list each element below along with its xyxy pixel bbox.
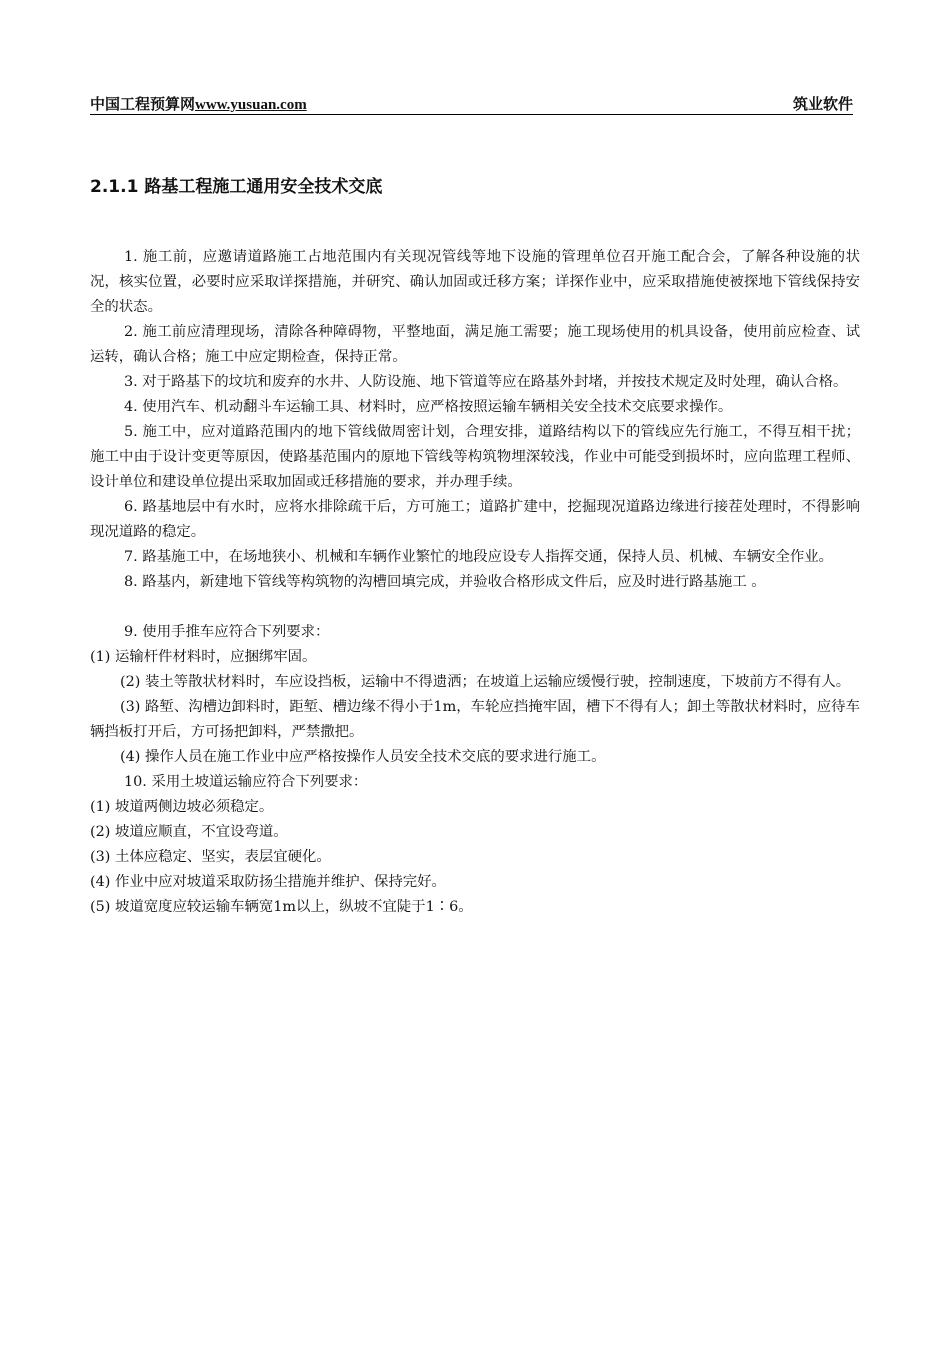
item9-sub-4: (4) 操作人员在施工作业中应严格按操作人员安全技术交底的要求进行施工。	[120, 749, 606, 765]
header-right-label: 筑业软件	[792, 95, 853, 113]
item9-sub-3: (3) 路堑、沟槽边卸料时，距堑、槽边缘不得小于1m，车轮应挡掩牢固，槽下不得有人；卸土等散状材料时，应待车辆挡板打开后，方可扬把卸料，严禁撒把。	[90, 699, 860, 740]
header-site-name: 中国工程预算网	[90, 95, 196, 113]
item9-sub-2: (2) 装土等散状材料时，车应设挡板，运输中不得遗洒；在坡道上运输应缓慢行驶，控制速度，下坡前方不得有人。	[120, 674, 851, 690]
paragraph-3: 3. 对于路基下的坟坑和废弃的水井、人防设施、地下管道等应在路基外封堵，并按技术规定及时处理，确认合格。	[124, 374, 848, 390]
document-body	[90, 245, 860, 920]
item10-sub-1: (1) 坡道两侧边坡必须稳定。	[90, 799, 274, 815]
item9-intro: 9. 使用手推车应符合下列要求：	[124, 624, 330, 640]
page-header	[90, 90, 853, 115]
spacer	[90, 595, 860, 620]
item10-sub-4: (4) 作业中应对坡道采取防扬尘措施并维护、保持完好。	[90, 874, 446, 890]
section-title: 2.1.1 路基工程施工通用安全技术交底	[90, 177, 383, 197]
item10-sub-3: (3) 土体应稳定、坚实，表层宜硬化。	[90, 849, 331, 865]
paragraph-4: 4. 使用汽车、机动翻斗车运输工具、材料时，应严格按照运输车辆相关安全技术交底要求操作。	[124, 399, 733, 415]
header-left	[90, 93, 307, 114]
paragraph-1: 1. 施工前，应邀请道路施工占地范围内有关现况管线等地下设施的管理单位召开施工配合会，了解各种设施的状况，核实位置，必要时应采取详探措施，并研究、确认加固或迁移方案；详探作业中，应采取措施使被探地下管线保持安全的状态。	[90, 249, 860, 315]
paragraph-7: 7. 路基施工中，在场地狭小、机械和车辆作业繁忙的地段应设专人指挥交通，保持人员、机械、车辆安全作业。	[124, 549, 834, 565]
item10-intro: 10. 采用土坡道运输应符合下列要求：	[124, 774, 368, 790]
item10-sub-2: (2) 坡道应顺直，不宜设弯道。	[90, 824, 288, 840]
item10-sub-5: (5) 坡道宽度应较运输车辆宽1m以上，纵坡不宜陡于1∶6。	[90, 899, 473, 915]
paragraph-5: 5. 施工中，应对道路范围内的地下管线做周密计划，合理安排，道路结构以下的管线应先行施工，不得互相干扰；施工中由于设计变更等原因，使路基范围内的原地下管线等构筑物埋深较浅，作业中可能受到损坏时，应向监理工程师、设计单位和建设单位提出采取加固或迁移措施的要求，并办理手续。	[90, 424, 860, 490]
paragraph-6: 6. 路基地层中有水时，应将水排除疏干后，方可施工；道路扩建中，挖掘现况道路边缘进行接茬处理时，不得影响现况道路的稳定。	[90, 499, 860, 540]
item9-sub-1: (1) 运输杆件材料时，应捆绑牢固。	[90, 649, 317, 665]
paragraph-2: 2. 施工前应清理现场，清除各种障碍物，平整地面，满足施工需要；施工现场使用的机具设备，使用前应检查、试运转，确认合格；施工中应定期检查，保持正常。	[90, 324, 860, 365]
paragraph-8: 8. 路基内，新建地下管线等构筑物的沟槽回填完成，并验收合格形成文件后，应及时进行路基施工 。	[124, 574, 766, 590]
header-site-url[interactable]: www.yusuan.com	[195, 97, 307, 113]
